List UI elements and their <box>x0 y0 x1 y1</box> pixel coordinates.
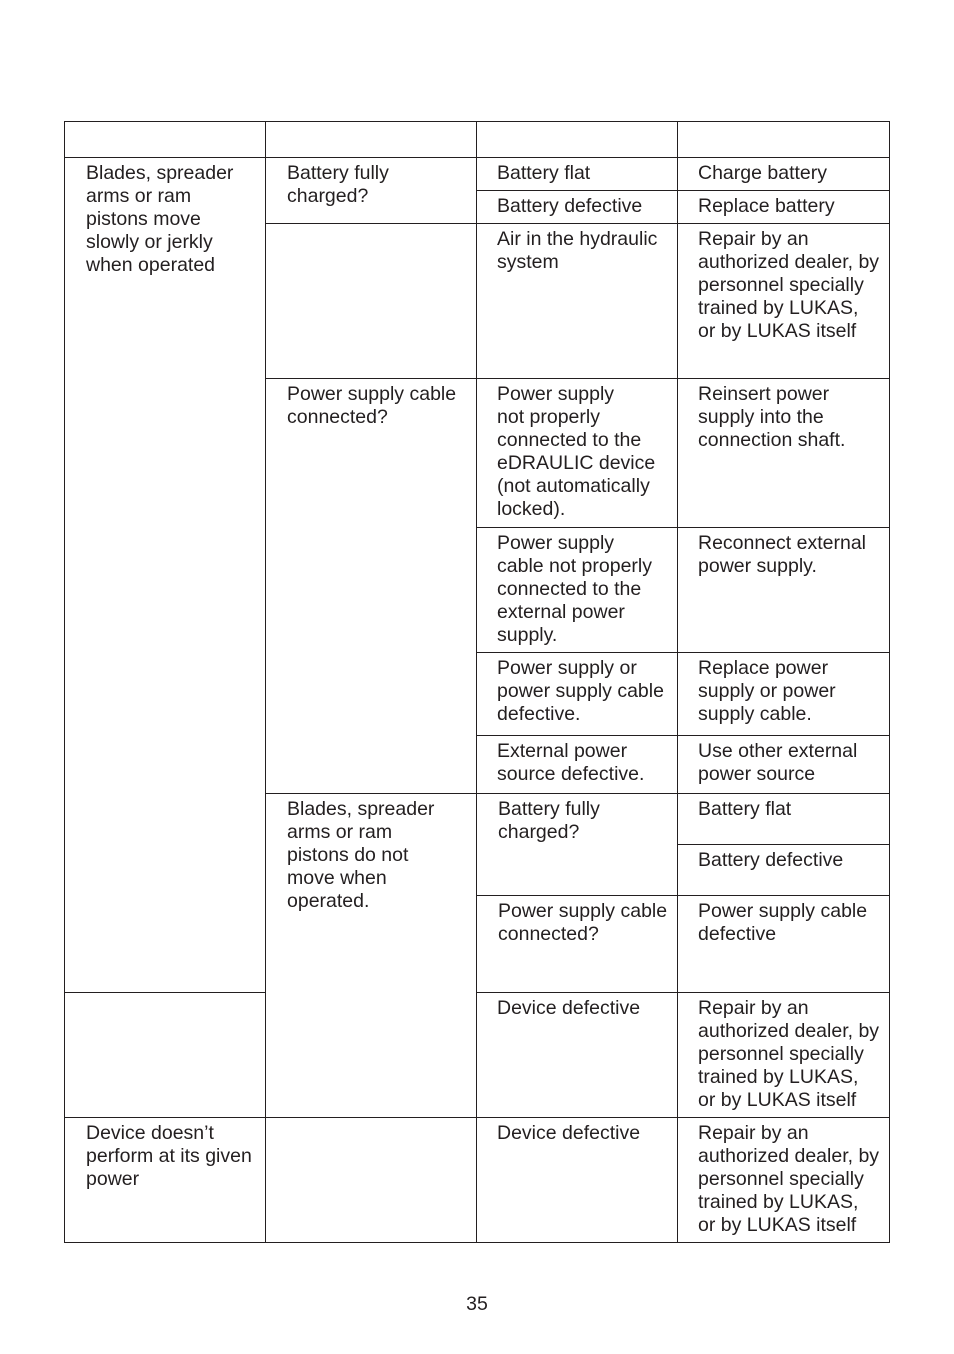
table-cell: Device defective <box>477 1118 678 1243</box>
table-row <box>65 993 890 1118</box>
header-cell <box>477 122 678 158</box>
table-cell: Replace battery <box>678 191 890 224</box>
table-cell: Battery defective <box>678 845 890 896</box>
troubleshooting-table <box>64 121 890 1243</box>
header-cell <box>65 122 266 158</box>
header-cell <box>678 122 890 158</box>
table-row <box>65 1118 890 1243</box>
table-cell: Battery fully charged? <box>266 158 477 224</box>
table-cell: Use other external power source <box>678 736 890 794</box>
table-body <box>65 158 890 1243</box>
table-cell: Battery flat <box>678 794 890 845</box>
table-header-row <box>65 122 890 158</box>
table-cell <box>65 993 266 1118</box>
table-cell: Battery defective <box>477 191 678 224</box>
table-cell: Charge battery <box>678 158 890 191</box>
page-number: 35 <box>466 1293 488 1315</box>
table-cell: Power supply not properly connected to the eDRAULIC device (not automatically locked). <box>477 379 678 528</box>
table-cell: Power supply cable connected? <box>477 896 678 993</box>
table-cell <box>266 1118 477 1243</box>
table-cell: Device defective <box>477 993 678 1118</box>
table-cell: Power supply cable defective <box>678 896 890 993</box>
table-cell: Device doesn’t perform at its given power <box>65 1118 266 1243</box>
table-cell: Replace power supply or power supply cable. <box>678 653 890 736</box>
table-row <box>65 158 890 191</box>
table-cell: Power supply cable connected? <box>266 379 477 794</box>
table-cell: Reinsert power supply into the connection shaft. <box>678 379 890 528</box>
table-cell: Reconnect external power supply. <box>678 528 890 653</box>
table-cell: Battery fully charged? <box>477 794 678 896</box>
header-cell <box>266 122 477 158</box>
table-cell: Power supply or power supply cable defective. <box>477 653 678 736</box>
table-cell: Repair by an authorized dealer, by personnel specially trained by LUKAS, or by LUKAS itself <box>678 224 890 379</box>
table-cell: Blades, spreader arms or ram pistons do not move when operated. <box>266 794 477 1118</box>
table-cell: Battery flat <box>477 158 678 191</box>
table-cell: External power source defective. <box>477 736 678 794</box>
table-cell: Repair by an authorized dealer, by personnel specially trained by LUKAS, or by LUKAS itself <box>678 1118 890 1243</box>
table-cell <box>266 224 477 379</box>
table-cell: Power supply cable not properly connected to the external power supply. <box>477 528 678 653</box>
table-cell: Air in the hydraulic system <box>477 224 678 379</box>
table-cell: Blades, spreader arms or ram pistons move slowly or jerkly when operated <box>65 158 266 993</box>
table-cell: Repair by an authorized dealer, by personnel specially trained by LUKAS, or by LUKAS itself <box>678 993 890 1118</box>
